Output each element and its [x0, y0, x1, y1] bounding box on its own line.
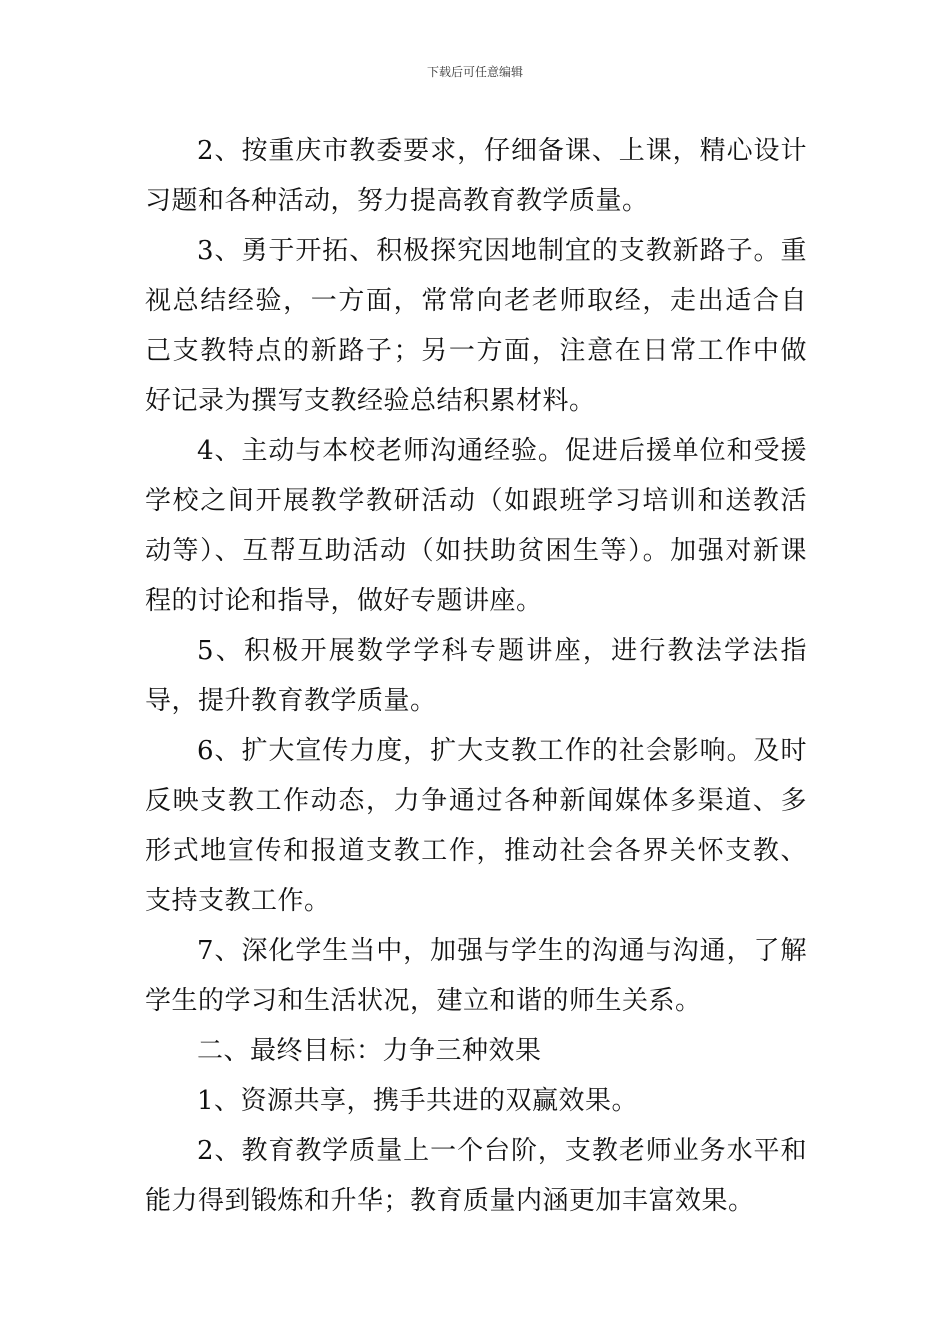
paragraph-item-3: 3、勇于开拓、积极探究因地制宜的支教新路子。重视总结经验，一方面，常常向老老师取经，走出适合自己支教特点的新路子；另一方面，注意在日常工作中做好记录为撰写支教经验总结积累材料。	[145, 236, 807, 416]
goal-item-1: 1、资源共享，携手共进的双赢效果。	[197, 1086, 639, 1116]
page-header: 下载后可任意编辑	[426, 65, 523, 79]
paragraph-item-5: 5、积极开展数学学科专题讲座，进行教法学法指导，提升教育教学质量。	[145, 636, 807, 716]
document-body	[145, 126, 807, 1226]
paragraph-item-6: 6、扩大宣传力度，扩大支教工作的社会影响。及时反映支教工作动态，力争通过各种新闻媒体多渠道、多形式地宣传和报道支教工作，推动社会各界关怀支教、支持支教工作。	[145, 736, 807, 916]
section-heading-final-goals: 二、最终目标：力争三种效果	[197, 1036, 542, 1066]
paragraph-item-7: 7、深化学生当中，加强与学生的沟通与沟通，了解学生的学习和生活状况，建立和谐的师生关系。	[145, 936, 807, 1016]
paragraph-item-2: 2、按重庆市教委要求，仔细备课、上课，精心设计习题和各种活动，努力提高教育教学质量。	[145, 136, 807, 216]
paragraph-item-4: 4、主动与本校老师沟通经验。促进后援单位和受援学校之间开展教学教研活动（如跟班学习培训和送教活动等）、互帮互助活动（如扶助贫困生等）。加强对新课程的讨论和指导，做好专题讲座。	[145, 436, 807, 616]
goal-item-2: 2、教育教学质量上一个台阶，支教老师业务水平和能力得到锻炼和升华；教育质量内涵更加丰富效果。	[145, 1136, 807, 1216]
